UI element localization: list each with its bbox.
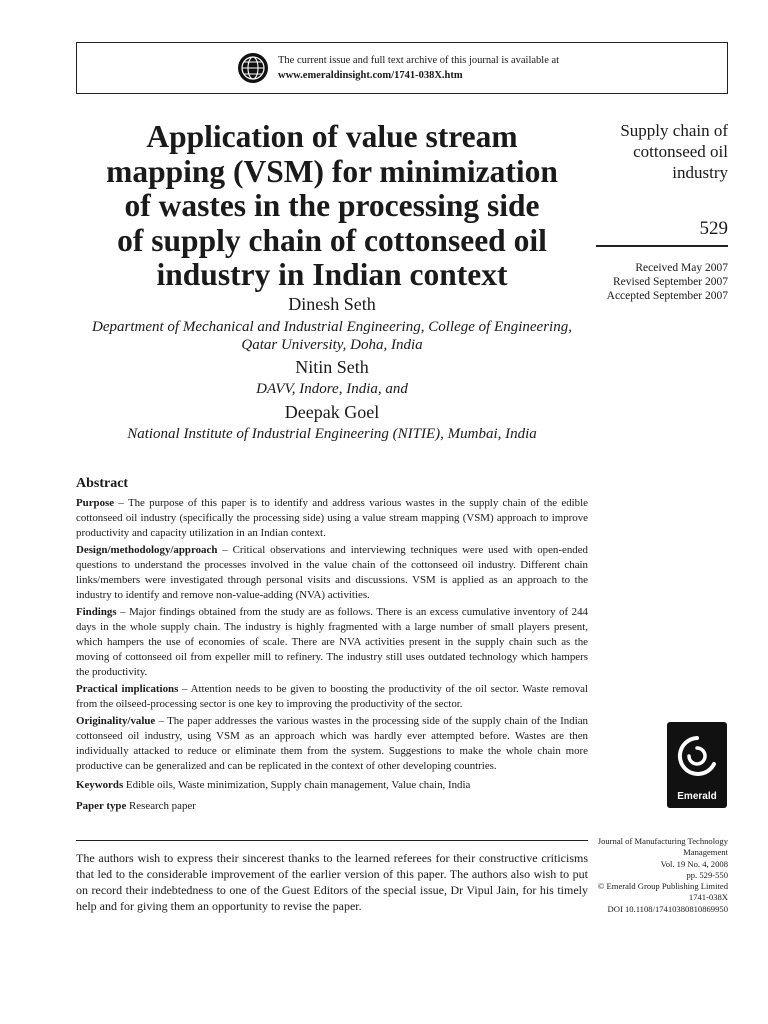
running-head-line: industry (672, 163, 728, 182)
author-name: Deepak Goel (284, 402, 380, 422)
author-affiliation: National Institute of Industrial Engineering (NITIE), Mumbai, India (127, 426, 537, 442)
author-affiliation (60, 318, 604, 354)
title-line: Application of value stream (146, 119, 518, 154)
abstract-findings (76, 605, 588, 680)
paper-type-label: Paper type (76, 800, 127, 812)
affiliation-line: Qatar University, Doha, India (241, 337, 423, 353)
design-text: – Critical observations and interviewing techniques were used with open-ended questions to understand the processes involved in the value chain of the cottonseed oil industry. Different chain links/members were investigated through personal visits and discussions. VSM is applied as an approach to the industry to identify and remove non-value-adding (NVA) activities. (76, 544, 588, 601)
author-affiliation: DAVV, Indore, India, and (256, 381, 408, 397)
globe-icon (237, 52, 269, 84)
findings-label: Findings (76, 606, 117, 618)
originality-label: Originality/value (76, 715, 156, 727)
affiliation-line: Department of Mechanical and Industrial Engineering, College of Engineering, (92, 319, 572, 335)
journal-availability-notice (76, 42, 728, 94)
submission-dates (607, 261, 728, 303)
author-name: Nitin Seth (295, 357, 369, 377)
acknowledgement: The authors wish to express their sincerest thanks to the learned referees for their constructive criticisms that led to the considerable improvement of the earlier version of this paper. The authors also wish to put on record their indebtedness to one of the Guest Editors of the special issue, Dr Vipul Jain, for his timely help and for giving them an opportunity to revise the paper. (76, 851, 588, 913)
findings-text: – Major findings obtained from the study are as follows. There is an excess cumulative inventory of 244 days in the whole supply chain. The industry is highly fragmented with a large number of small players present, which hampers the use of economies of scale. There are NVA activities present in the supply chain such as the moving of cottonseed oil from expeller mill to refinery. The industry still uses outdated technology which hampers the productivity. (76, 606, 588, 678)
journal-copyright: © Emerald Group Publishing Limited (597, 881, 728, 892)
abstract-section (76, 476, 588, 814)
journal-url-link[interactable]: www.emeraldinsight.com/1741-038X.htm (278, 70, 463, 81)
emerald-swirl-icon (667, 726, 727, 792)
notice-text (278, 53, 559, 83)
keywords-label: Keywords (76, 779, 124, 791)
paper-title (76, 120, 588, 293)
originality-text: – The paper addresses the various wastes in the processing side of the supply chain of the Indian cottonseed oil industry, using VSM as an approach which was hardly ever attempted before. Wastes are then individually attacked to reduce or eliminate them from the system. Suggestions to make the whole chain more productive can be generalized and can be replicated in the context of other developing countries. (76, 715, 588, 772)
abstract-design (76, 543, 588, 603)
paper-type-text: Research paper (126, 800, 196, 812)
revised-date: Revised September 2007 (613, 276, 728, 288)
keywords (76, 778, 588, 793)
title-line: mapping (VSM) for minimization (106, 153, 558, 189)
notice-line: The current issue and full text archive of this journal is available at (278, 55, 560, 66)
emerald-wordmark: Emerald (677, 791, 717, 802)
design-label: Design/methodology/approach (76, 544, 218, 556)
title-line: industry in Indian context (156, 257, 508, 292)
abstract-practical (76, 682, 588, 712)
paper-type (76, 799, 588, 814)
journal-citation (558, 836, 728, 915)
keywords-text: Edible oils, Waste minimization, Supply chain management, Value chain, India (123, 779, 471, 791)
author-name: Dinesh Seth (288, 294, 376, 314)
received-date: Received May 2007 (635, 262, 728, 274)
journal-doi: DOI 10.1108/17410380810869950 (607, 903, 728, 914)
title-line: of wastes in the processing side (124, 188, 540, 223)
journal-name: Journal of Manufacturing Technology Management (597, 836, 728, 858)
purpose-text: – The purpose of this paper is to identify and address various wastes in the supply chain of the edible cottonseed oil industry (specifically the processing side) using a value stream mapping (VSM) approach to improve productivity and capacity utilization in an Indian context. (76, 497, 588, 539)
title-line: of supply chain of cottonseed oil (117, 222, 547, 258)
accepted-date: Accepted September 2007 (606, 290, 728, 302)
abstract-purpose (76, 496, 588, 541)
abstract-originality (76, 714, 588, 774)
journal-pages: pp. 529-550 (686, 869, 728, 880)
footnote-divider (76, 840, 588, 841)
abstract-heading: Abstract (76, 476, 129, 491)
practical-label: Practical implications (76, 683, 179, 695)
journal-issn: 1741-038X (688, 892, 728, 903)
running-head (578, 120, 728, 183)
running-head-line: cottonseed oil (633, 142, 728, 161)
emerald-logo (667, 722, 727, 808)
page-number: 529 (699, 218, 728, 239)
practical-text: – Attention needs to be given to boosting the productivity of the oil sector. Waste removal from the oilseed-processing sector is one key to improving the productivity of the sector. (76, 683, 588, 710)
purpose-label: Purpose (76, 497, 115, 509)
journal-volume: Vol. 19 No. 4, 2008 (660, 858, 728, 869)
running-head-line: Supply chain of (620, 121, 728, 140)
side-divider (596, 245, 728, 247)
